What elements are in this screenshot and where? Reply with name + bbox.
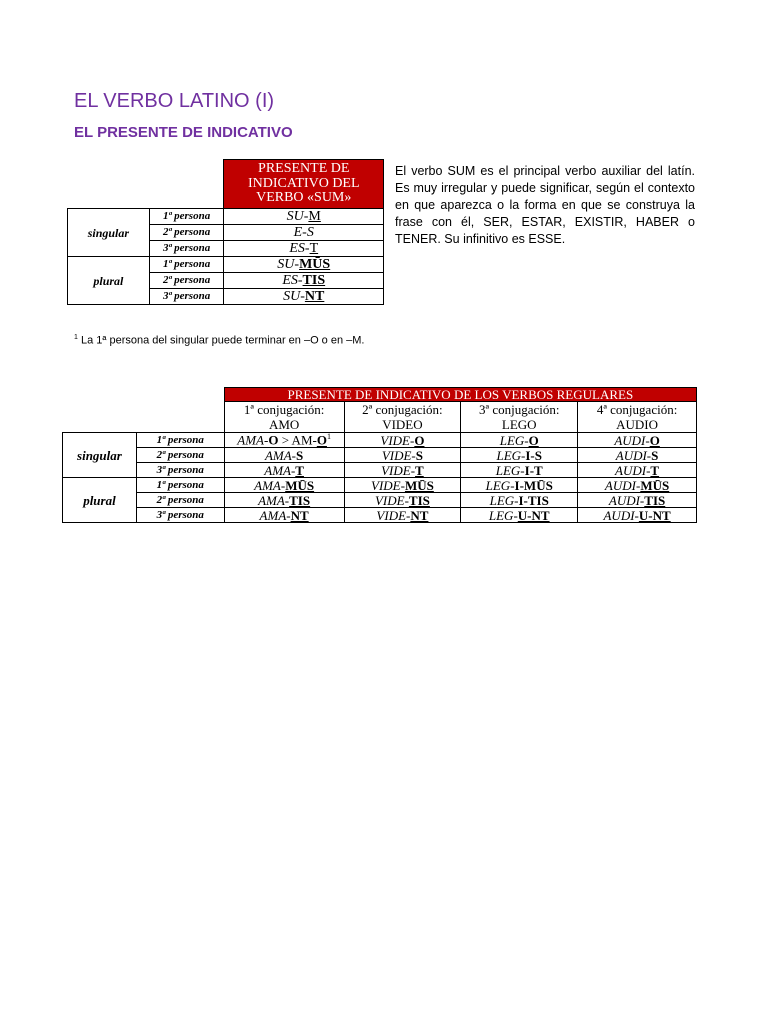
group-label-singular: singular bbox=[63, 433, 137, 478]
sum-conjugation-table bbox=[67, 159, 384, 305]
conjugation-header-row bbox=[63, 402, 697, 433]
footnote bbox=[74, 334, 365, 347]
table-row bbox=[63, 433, 697, 448]
verb-form: LEG-I-S bbox=[461, 448, 578, 463]
verb-form: VIDE-MŪS bbox=[344, 478, 461, 493]
verb-form: AUDI-TIS bbox=[578, 493, 697, 508]
page-subtitle: EL PRESENTE DE INDICATIVO bbox=[74, 124, 293, 141]
verb-form: ES-TIS bbox=[224, 273, 384, 289]
verb-form: AUDI-O bbox=[578, 433, 697, 448]
verb-form: AMA-TIS bbox=[224, 493, 344, 508]
verb-form: VIDE-TIS bbox=[344, 493, 461, 508]
group-label-plural: plural bbox=[63, 478, 137, 523]
table-row bbox=[63, 493, 697, 508]
table-row bbox=[63, 463, 697, 478]
verb-form: AUDI-U-NT bbox=[578, 508, 697, 523]
group-label-singular: singular bbox=[68, 209, 150, 257]
verb-form: VIDE-NT bbox=[344, 508, 461, 523]
sum-table-header: PRESENTE DE INDICATIVO DEL VERBO «SUM» bbox=[224, 160, 384, 209]
verb-form: LEG-I-TIS bbox=[461, 493, 578, 508]
verb-form: VIDE-O bbox=[344, 433, 461, 448]
verb-form: LEG-I-MŪS bbox=[461, 478, 578, 493]
person-label: 2ª persona bbox=[136, 493, 224, 508]
verb-form: AMA-NT bbox=[224, 508, 344, 523]
table-row bbox=[68, 209, 384, 225]
verb-form: AUDI-MŪS bbox=[578, 478, 697, 493]
conjugation-header: 1ª conjugación: AMO bbox=[224, 402, 344, 433]
footnote-marker: 1 bbox=[74, 334, 78, 341]
person-label: 2ª persona bbox=[149, 225, 224, 241]
table-header-row bbox=[68, 160, 384, 209]
verb-form: SU-NT bbox=[224, 289, 384, 305]
person-label: 1ª persona bbox=[136, 433, 224, 448]
person-label: 3ª persona bbox=[136, 463, 224, 478]
person-label: 3ª persona bbox=[136, 508, 224, 523]
person-label: 2ª persona bbox=[136, 448, 224, 463]
person-label: 1ª persona bbox=[136, 478, 224, 493]
verb-form: SU-M bbox=[224, 209, 384, 225]
verb-form: VIDE-S bbox=[344, 448, 461, 463]
verb-form: $AMA-O > AM-O^1$ bbox=[224, 433, 344, 448]
verb-form: LEG-O bbox=[461, 433, 578, 448]
sum-description: El verbo SUM es el principal verbo auxiliar del latín. Es muy irregular y puede significar, según el contexto en que aparezca o la forma en que se construya la frase con él, SER, ESTAR, EXISTIR, HABER o TENER. Su infinitivo es ESSE. bbox=[395, 164, 695, 246]
verb-form: AMA-MŪS bbox=[224, 478, 344, 493]
conjugation-header: 2ª conjugación: VIDEO bbox=[344, 402, 461, 433]
table-row bbox=[63, 478, 697, 493]
verb-form: AMA-T bbox=[224, 463, 344, 478]
verb-form: LEG-I-T bbox=[461, 463, 578, 478]
person-label: 2ª persona bbox=[149, 273, 224, 289]
regular-verbs-table bbox=[62, 387, 697, 523]
conjugation-header: 4ª conjugación: AUDIO bbox=[578, 402, 697, 433]
verb-form: AMA-S bbox=[224, 448, 344, 463]
verb-form: ES-T bbox=[224, 241, 384, 257]
group-label-plural: plural bbox=[68, 257, 150, 305]
person-label: 3ª persona bbox=[149, 241, 224, 257]
page-title: EL VERBO LATINO (I) bbox=[74, 90, 275, 112]
person-label: 1ª persona bbox=[149, 209, 224, 225]
verb-form: AUDI-T bbox=[578, 463, 697, 478]
person-label: 1ª persona bbox=[149, 257, 224, 273]
person-label: 3ª persona bbox=[149, 289, 224, 305]
table-row bbox=[63, 508, 697, 523]
verb-form: E-S bbox=[224, 225, 384, 241]
table-header-row bbox=[63, 388, 697, 402]
regular-table-header: PRESENTE DE INDICATIVO DE LOS VERBOS REGULARES bbox=[224, 388, 696, 402]
conjugation-header: 3ª conjugación: LEGO bbox=[461, 402, 578, 433]
verb-form: AUDI-S bbox=[578, 448, 697, 463]
table-row bbox=[68, 257, 384, 273]
verb-form: SU-MŪS bbox=[224, 257, 384, 273]
footnote-text: La 1ª persona del singular puede terminar en –O o en –M. bbox=[77, 334, 365, 347]
verb-form: VIDE-T bbox=[344, 463, 461, 478]
table-row bbox=[63, 448, 697, 463]
verb-form: LEG-U-NT bbox=[461, 508, 578, 523]
